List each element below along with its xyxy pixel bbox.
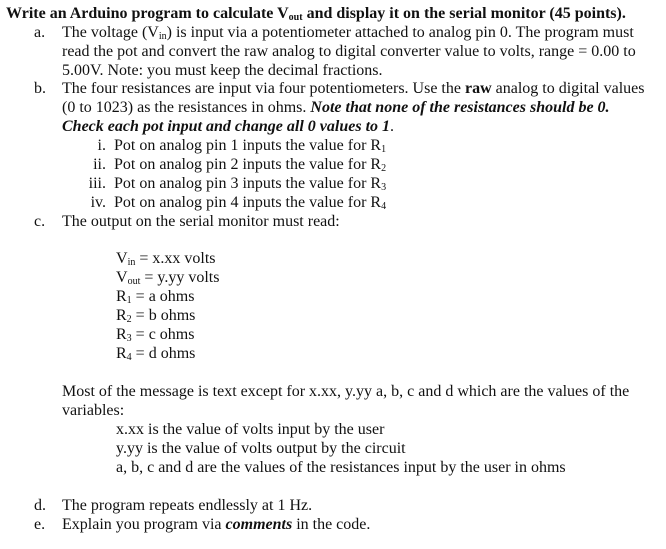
item-c-marker: c.	[34, 213, 46, 230]
comments-bold-italic: comments	[225, 516, 293, 533]
output-line-r1: $R_1 = a$ ohms	[116, 288, 195, 306]
item-d-marker: d.	[34, 497, 46, 514]
item-b-marker: b.	[34, 80, 46, 97]
item-c-text: The output on the serial monitor must read:	[62, 213, 340, 230]
variable-note-y: y.yy is the value of volts output by the circuit	[116, 440, 406, 457]
title-text-end: and display it on the serial monitor (45 points).	[302, 5, 626, 22]
vin-subscript: in	[158, 31, 167, 42]
output-line-vin: $V_{in} = x.xx$ volts	[116, 250, 216, 268]
item-d-text: The program repeats endlessly at 1 Hz.	[62, 497, 313, 514]
output-line-r4: $R_4 = d$ ohms	[116, 345, 196, 363]
output-line-vout: $V_{out} = y.yy$ volts	[116, 269, 220, 287]
message-note: Most of the message is text except for x.xx, y.yy a, b, c and d which are the values of the variables:	[62, 383, 630, 419]
title-text: Write an Arduino program to calculate V	[6, 5, 289, 22]
sub-item-iii: iii. Pot on analog pin 3 inputs the value for $R_3$	[88, 175, 387, 193]
item-e-marker: e.	[34, 516, 46, 533]
variable-note-abcd: a, b, c and d are the values of the resistances input by the user in ohms	[116, 459, 566, 476]
assignment-title	[6, 4, 662, 23]
raw-bold: raw	[464, 80, 492, 97]
sub-item-i: i. Pot on analog pin 1 inputs the value for $R_1$	[97, 137, 387, 155]
variable-note-x: x.xx is the value of volts input by the user	[116, 421, 385, 438]
sub-item-ii: ii. Pot on analog pin 2 inputs the value for $R_2$	[93, 156, 387, 174]
item-e-text: Explain you program via comments in the code.	[62, 516, 371, 533]
item-a-text: The voltage $(V_{in})$ is input via a potentiometer attached to analog pin 0. The program must read the pot and convert the raw analog to digital converter value to volts, range = 0.00 to 5.00V. Note: you must keep the decimal fractions.	[62, 24, 636, 79]
title-subscript: out	[288, 12, 303, 23]
item-b-text: The four resistances are input via four potentiometers. Use the raw analog to digital values (0 to 1023) as the resistances in ohms. Note that none of the resistances should be 0. Check each pot input and change all 0 values to 1.	[62, 80, 645, 135]
output-line-r3: $R_3 = c$ ohms	[116, 326, 195, 344]
output-line-r2: $R_2 = b$ ohms	[116, 307, 196, 325]
item-a-marker: a.	[34, 24, 46, 41]
sub-item-iv: iv. Pot on analog pin 4 inputs the value for $R_4$	[90, 194, 387, 212]
zero-note-bold-italic: Note that none of the resistances should be 0. Check each pot input and change all 0 values to 1	[62, 99, 610, 135]
